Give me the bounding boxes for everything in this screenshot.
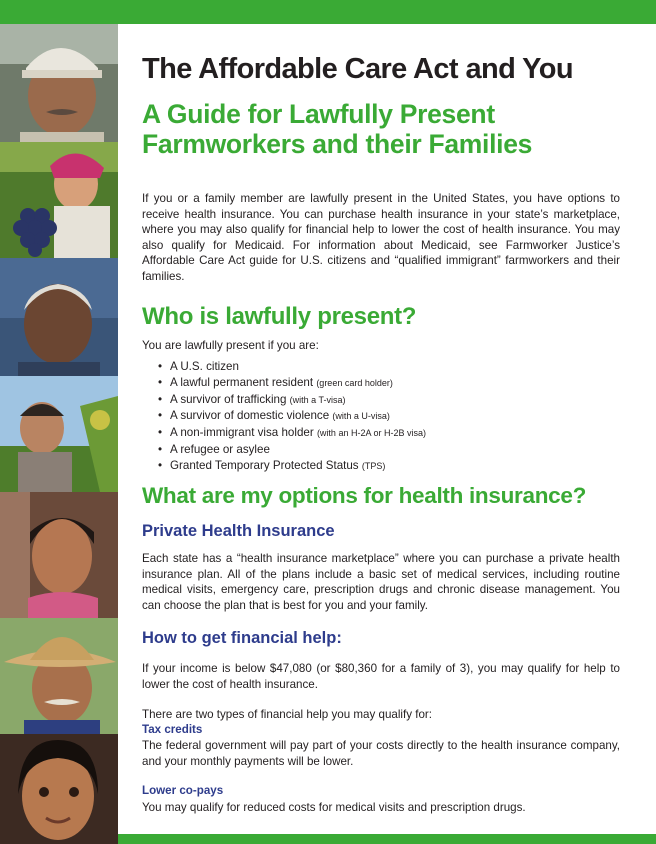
bullet: • <box>158 442 163 456</box>
help-types-lead: There are two types of financial help you may qualify for: <box>142 708 432 721</box>
financial-help-text: If your income is below $47,080 (or $80,360 for a family of 3), you may qualify for help to lower the cost of health insurance. <box>142 662 620 691</box>
list-item-text: A survivor of domestic violence <box>170 409 330 423</box>
photo-man-in-cap <box>0 24 118 142</box>
list-item-note: (with a T-visa) <box>289 394 346 405</box>
private-insurance-text: Each state has a “health insurance marketplace” where you can purchase a private health insurance plan. All of the plans include a basic set of medical services, including routine medical visits, emergency care, prescription drugs and chronic disease management. You can choose the plan that is best for you and your family. <box>142 552 620 612</box>
list-item <box>142 375 426 392</box>
bullet: • <box>158 375 163 389</box>
list-item <box>142 458 426 475</box>
list-item <box>142 442 426 458</box>
bullet: • <box>158 392 163 406</box>
tax-credits-text: The federal government will pay part of your costs directly to the health insurance company, and your monthly payments will be lower. <box>142 739 620 768</box>
photo-woman-grapes <box>0 142 118 258</box>
photo-young-woman <box>0 492 118 618</box>
subtitle-line-1: A Guide for Lawfully Present <box>142 99 495 129</box>
photo-strip <box>0 24 118 844</box>
page-title: The Affordable Care Act and You <box>142 53 573 85</box>
bottom-green-bar <box>118 834 656 844</box>
bullet: • <box>158 426 163 440</box>
photo-elderly-man <box>0 258 118 376</box>
lower-copays-text: You may qualify for reduced costs for medical visits and prescription drugs. <box>142 801 526 814</box>
photo-man-straw-hat <box>0 618 118 734</box>
photo-young-man-plants <box>0 376 118 492</box>
bullet: • <box>158 409 163 423</box>
list-item <box>142 425 426 442</box>
financial-help-heading: How to get financial help: <box>142 629 342 647</box>
list-item-note: (with an H-2A or H-2B visa) <box>316 428 426 439</box>
list-item <box>142 392 426 409</box>
bullet: • <box>158 458 163 472</box>
list-item-text: A survivor of trafficking <box>170 392 287 406</box>
list-item-note: (green card holder) <box>316 377 393 388</box>
list-item-note: (with a U-visa) <box>332 411 390 422</box>
list-item-text: Granted Temporary Protected Status <box>170 458 359 472</box>
list-item-note: (TPS) <box>361 460 386 471</box>
list-item <box>142 359 426 375</box>
photo-girl <box>0 734 118 844</box>
lawfully-present-list <box>142 359 426 475</box>
section-lead: You are lawfully present if you are: <box>142 339 319 352</box>
list-item-text: A non-immigrant visa holder <box>170 426 314 440</box>
subtitle-line-2: Farmworkers and their Families <box>142 129 533 159</box>
list-item-text: A lawful permanent resident <box>170 375 314 389</box>
tax-credits-heading: Tax credits <box>142 723 203 736</box>
bullet: • <box>158 360 163 373</box>
page-subtitle <box>142 99 532 159</box>
private-insurance-heading: Private Health Insurance <box>142 522 335 540</box>
lower-copays-heading: Lower co-pays <box>142 784 224 797</box>
list-item <box>142 408 426 425</box>
top-green-bar <box>0 0 656 24</box>
intro-paragraph: If you or a family member are lawfully present in the United States, you have options to receive health insurance. You can purchase health insurance in your state’s marketplace, where you may also qualify for financial help to lower the cost of health insurance. You may also qualify for Medicaid. For information about Medicaid, see Farmworker Justice’s Affordable Care Act guide for U.S. citizens and “qualified immigrant” farmworkers and their families. <box>142 192 620 283</box>
section-heading-options: What are my options for health insurance? <box>142 483 587 508</box>
list-item-text: A refugee or asylee <box>170 442 270 456</box>
list-item-text: A U.S. citizen <box>170 360 239 373</box>
section-heading-lawfully-present: Who is lawfully present? <box>142 303 417 330</box>
